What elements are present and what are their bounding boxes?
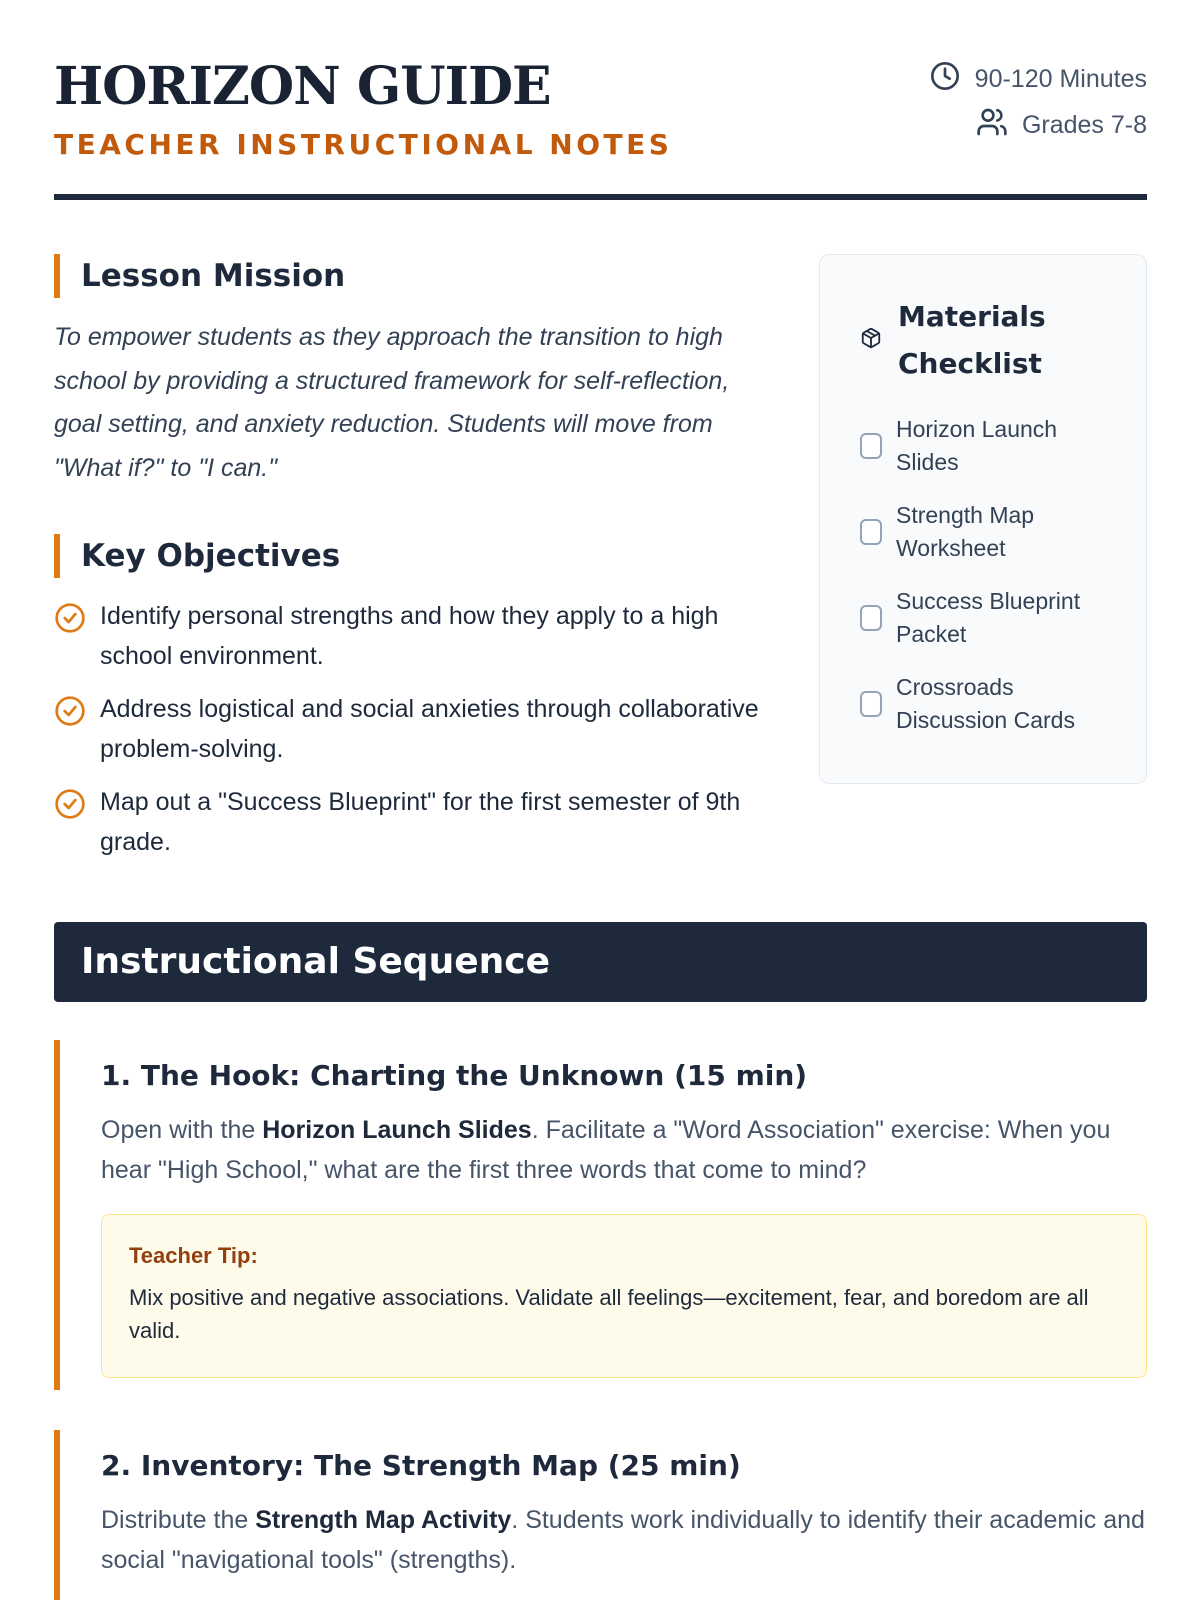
material-label: Horizon Launch Slides xyxy=(896,416,1058,475)
materials-list xyxy=(860,413,1116,737)
users-icon xyxy=(976,106,1022,145)
materials-card xyxy=(819,254,1147,784)
sequence-step xyxy=(54,1040,1147,1390)
page xyxy=(54,0,1147,1600)
duration-text: 90-120 Minutes xyxy=(974,64,1147,93)
lesson-overview xyxy=(54,252,774,875)
step-body-intro: Open with the xyxy=(101,1116,263,1144)
material-label: Strength Map Worksheet xyxy=(896,502,1035,561)
mission-text: To empower students as they approach the transition to high school by providing a structured framework for self-reflection, goal setting, and anxiety reduction. Students will move from "What if?" to "I can." xyxy=(54,323,730,482)
objective-text: Address logistical and social anxieties through collaborative problem-solving. xyxy=(100,695,759,763)
objective-text: Identify personal strengths and how they apply to a high school environment. xyxy=(100,602,719,670)
materials-item[interactable] xyxy=(860,413,1116,479)
materials-header xyxy=(860,293,1116,387)
tip-label: Teacher Tip: xyxy=(129,1243,258,1268)
material-label: Success Blueprint Packet xyxy=(896,588,1081,647)
sequence-banner xyxy=(54,922,1147,1002)
materials-item[interactable] xyxy=(860,671,1116,737)
material-checkbox[interactable] xyxy=(860,519,882,545)
page-header xyxy=(54,52,1147,202)
materials-item[interactable] xyxy=(860,499,1116,565)
sequence-step xyxy=(54,1430,1147,1600)
step-title: 1. The Hook: Charting the Unknown (15 min) xyxy=(101,1059,808,1092)
objective-item xyxy=(54,782,774,862)
check-circle-icon xyxy=(54,602,86,639)
material-label: Crossroads Discussion Cards xyxy=(896,674,1075,733)
objective-text: Map out a "Success Blueprint" for the first semester of 9th grade. xyxy=(100,788,741,856)
package-icon xyxy=(860,327,898,354)
materials-title: Materials Checklist xyxy=(898,300,1046,380)
check-circle-icon xyxy=(54,788,86,825)
brand-subtitle: TEACHER INSTRUCTIONAL NOTES xyxy=(54,128,673,161)
lesson-meta xyxy=(929,56,1147,148)
objectives-list xyxy=(54,596,774,862)
sequence-heading: Instructional Sequence xyxy=(81,941,551,982)
step-body-rest: . Students work individually to identify their academic and social "navigational tools" (strengths). xyxy=(101,1506,1145,1574)
material-checkbox[interactable] xyxy=(860,605,882,631)
mission-heading: Lesson Mission xyxy=(54,252,774,300)
objectives-heading: Key Objectives xyxy=(54,532,774,580)
step-body-rest: . Facilitate a "Word Association" exercise: When you hear "High School," what are the first three words that come to mind? xyxy=(101,1116,1111,1184)
step-title: 2. Inventory: The Strength Map (25 min) xyxy=(101,1449,741,1482)
step-resource: Strength Map Activity xyxy=(255,1506,512,1534)
materials-item[interactable] xyxy=(860,585,1116,651)
step-body-intro: Distribute the xyxy=(101,1506,256,1534)
objective-item xyxy=(54,689,774,769)
step-body xyxy=(101,1500,1147,1580)
step-body xyxy=(101,1110,1147,1190)
objective-item xyxy=(54,596,774,676)
step-resource: Horizon Launch Slides xyxy=(262,1116,532,1144)
brand-title: HORIZON GUIDE xyxy=(54,56,551,117)
grades-text: Grades 7-8 xyxy=(1021,110,1147,139)
material-checkbox[interactable] xyxy=(860,691,882,717)
material-checkbox[interactable] xyxy=(860,433,882,459)
clock-icon xyxy=(929,60,975,99)
grades-row xyxy=(929,102,1147,148)
tip-text: Mix positive and negative associations. Validate all feelings—excitement, fear, and boredom are all valid. xyxy=(129,1285,1089,1343)
check-circle-icon xyxy=(54,695,86,732)
duration-row xyxy=(929,56,1147,102)
header-divider xyxy=(54,194,1147,200)
teacher-tip xyxy=(101,1214,1147,1378)
